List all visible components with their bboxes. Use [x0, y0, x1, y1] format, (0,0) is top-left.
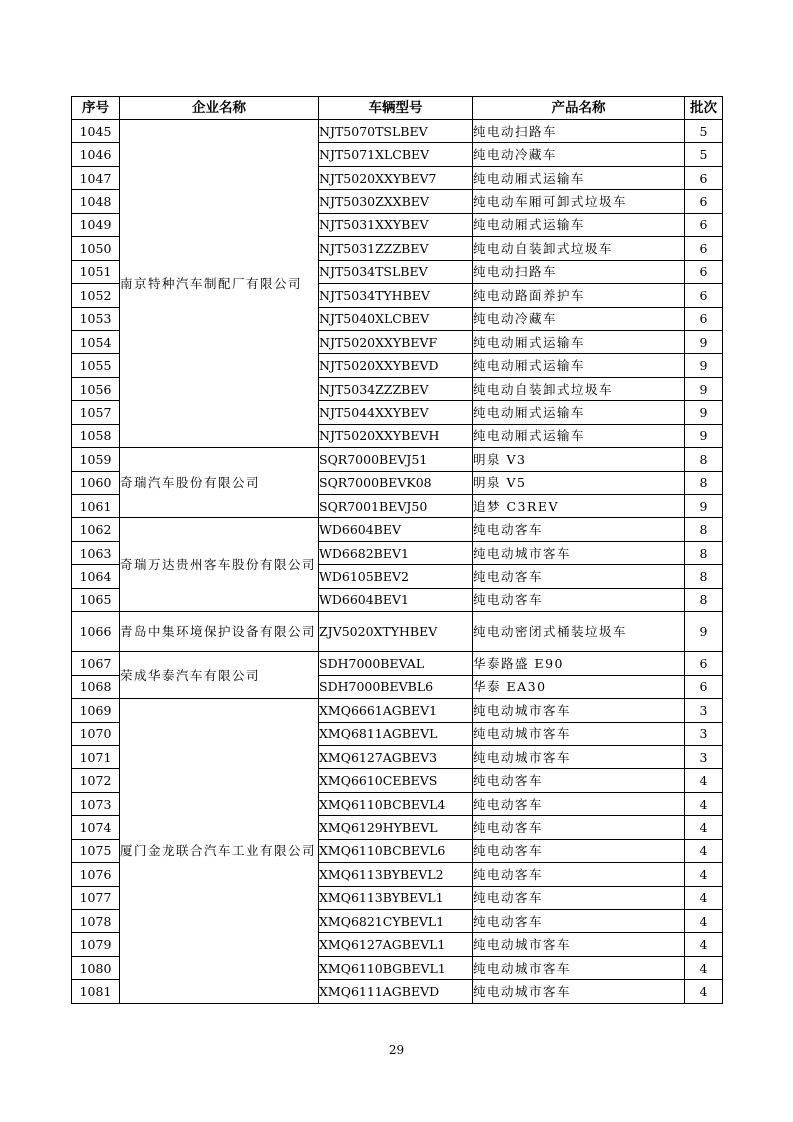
- product-name: 华泰路盛 E90: [473, 652, 685, 675]
- product-name: 纯电动车厢可卸式垃圾车: [473, 190, 685, 213]
- header-batch: 批次: [685, 97, 723, 120]
- header-product: 产品名称: [473, 97, 685, 120]
- vehicle-model: NJT5020XXYBEVD: [319, 354, 473, 377]
- product-name: 纯电动城市客车: [473, 980, 685, 1003]
- product-name: 纯电动城市客车: [473, 541, 685, 564]
- row-index: 1081: [72, 980, 120, 1003]
- row-index: 1051: [72, 260, 120, 283]
- row-index: 1045: [72, 120, 120, 143]
- batch-number: 9: [685, 495, 723, 518]
- product-name: 华泰 EA30: [473, 675, 685, 698]
- batch-number: 9: [685, 377, 723, 400]
- vehicle-model: SQR7001BEVJ50: [319, 495, 473, 518]
- table-row: [72, 448, 723, 471]
- row-index: 1066: [72, 612, 120, 652]
- product-name: 纯电动客车: [473, 910, 685, 933]
- vehicle-model: NJT5020XXYBEVF: [319, 330, 473, 353]
- row-index: 1063: [72, 541, 120, 564]
- batch-number: 4: [685, 980, 723, 1003]
- product-name: 纯电动城市客车: [473, 722, 685, 745]
- product-name: 纯电动厢式运输车: [473, 401, 685, 424]
- product-name: 纯电动客车: [473, 863, 685, 886]
- product-name: 纯电动客车: [473, 565, 685, 588]
- batch-number: 3: [685, 745, 723, 768]
- product-name: 纯电动客车: [473, 518, 685, 541]
- row-index: 1059: [72, 448, 120, 471]
- header-index: 序号: [72, 97, 120, 120]
- batch-number: 9: [685, 330, 723, 353]
- batch-number: 6: [685, 284, 723, 307]
- vehicle-model: NJT5020XXYBEV7: [319, 166, 473, 189]
- vehicle-model: XMQ6821CYBEVL1: [319, 910, 473, 933]
- batch-number: 6: [685, 190, 723, 213]
- company-name: 奇瑞万达贵州客车股份有限公司: [120, 518, 319, 612]
- product-name: 纯电动客车: [473, 816, 685, 839]
- row-index: 1078: [72, 910, 120, 933]
- row-index: 1052: [72, 284, 120, 307]
- batch-number: 4: [685, 839, 723, 862]
- vehicle-model: SDH7000BEVBL6: [319, 675, 473, 698]
- batch-number: 4: [685, 933, 723, 956]
- product-name: 纯电动厢式运输车: [473, 213, 685, 236]
- row-index: 1071: [72, 745, 120, 768]
- batch-number: 6: [685, 166, 723, 189]
- row-index: 1046: [72, 143, 120, 166]
- product-name: 纯电动城市客车: [473, 933, 685, 956]
- batch-number: 4: [685, 792, 723, 815]
- batch-number: 6: [685, 652, 723, 675]
- header-company: 企业名称: [120, 97, 319, 120]
- vehicle-model: WD6604BEV1: [319, 588, 473, 611]
- row-index: 1067: [72, 652, 120, 675]
- product-name: 追梦 C3REV: [473, 495, 685, 518]
- table-header-row: [72, 97, 723, 120]
- company-name: 荣成华泰汽车有限公司: [120, 652, 319, 699]
- vehicle-model: XMQ6127AGBEVL1: [319, 933, 473, 956]
- table-row: [72, 699, 723, 722]
- product-name: 纯电动城市客车: [473, 956, 685, 979]
- row-index: 1062: [72, 518, 120, 541]
- product-name: 纯电动厢式运输车: [473, 166, 685, 189]
- product-name: 纯电动城市客车: [473, 699, 685, 722]
- batch-number: 4: [685, 816, 723, 839]
- vehicle-model: XMQ6110BCBEVL4: [319, 792, 473, 815]
- batch-number: 6: [685, 237, 723, 260]
- row-index: 1069: [72, 699, 120, 722]
- batch-number: 8: [685, 541, 723, 564]
- table-row: [72, 612, 723, 652]
- product-name: 纯电动冷藏车: [473, 307, 685, 330]
- vehicle-model: XMQ6110BGBEVL1: [319, 956, 473, 979]
- product-name: 纯电动自装卸式垃圾车: [473, 377, 685, 400]
- batch-number: 6: [685, 260, 723, 283]
- vehicle-model: NJT5034TYHBEV: [319, 284, 473, 307]
- product-name: 纯电动自装卸式垃圾车: [473, 237, 685, 260]
- vehicle-model: SQR7000BEVJ51: [319, 448, 473, 471]
- vehicle-model: XMQ6129HYBEVL: [319, 816, 473, 839]
- page-number: 29: [388, 1043, 405, 1057]
- product-name: 纯电动扫路车: [473, 260, 685, 283]
- product-name: 纯电动密闭式桶装垃圾车: [473, 612, 685, 652]
- row-index: 1075: [72, 839, 120, 862]
- row-index: 1060: [72, 471, 120, 494]
- vehicle-model: SDH7000BEVAL: [319, 652, 473, 675]
- vehicle-model: WD6682BEV1: [319, 541, 473, 564]
- row-index: 1048: [72, 190, 120, 213]
- product-name: 纯电动厢式运输车: [473, 424, 685, 447]
- product-name: 纯电动客车: [473, 792, 685, 815]
- table-row: [72, 120, 723, 143]
- batch-number: 4: [685, 886, 723, 909]
- vehicle-model: WD6105BEV2: [319, 565, 473, 588]
- product-name: 纯电动客车: [473, 839, 685, 862]
- company-name: 厦门金龙联合汽车工业有限公司: [120, 699, 319, 1004]
- row-index: 1077: [72, 886, 120, 909]
- vehicle-model: NJT5034ZZZBEV: [319, 377, 473, 400]
- company-name: 奇瑞汽车股份有限公司: [120, 448, 319, 518]
- company-name: 南京特种汽车制配厂有限公司: [120, 120, 319, 448]
- row-index: 1047: [72, 166, 120, 189]
- product-name: 纯电动城市客车: [473, 745, 685, 768]
- batch-number: 9: [685, 401, 723, 424]
- batch-number: 8: [685, 518, 723, 541]
- product-name: 纯电动路面养护车: [473, 284, 685, 307]
- product-name: 纯电动客车: [473, 769, 685, 792]
- vehicle-model: NJT5071XLCBEV: [319, 143, 473, 166]
- vehicle-model: XMQ6113BYBEVL1: [319, 886, 473, 909]
- batch-number: 4: [685, 910, 723, 933]
- batch-number: 3: [685, 699, 723, 722]
- vehicle-catalog-table: [71, 96, 723, 1004]
- batch-number: 8: [685, 471, 723, 494]
- row-index: 1076: [72, 863, 120, 886]
- vehicle-model: ZJV5020XTYHBEV: [319, 612, 473, 652]
- batch-number: 8: [685, 448, 723, 471]
- row-index: 1054: [72, 330, 120, 353]
- batch-number: 9: [685, 612, 723, 652]
- vehicle-model: XMQ6111AGBEVD: [319, 980, 473, 1003]
- batch-number: 5: [685, 143, 723, 166]
- vehicle-model: XMQ6661AGBEV1: [319, 699, 473, 722]
- vehicle-model: NJT5020XXYBEVH: [319, 424, 473, 447]
- vehicle-model: XMQ6110BCBEVL6: [319, 839, 473, 862]
- batch-number: 9: [685, 354, 723, 377]
- row-index: 1061: [72, 495, 120, 518]
- row-index: 1070: [72, 722, 120, 745]
- product-name: 纯电动客车: [473, 588, 685, 611]
- product-name: 纯电动厢式运输车: [473, 354, 685, 377]
- row-index: 1072: [72, 769, 120, 792]
- vehicle-model: XMQ6811AGBEVL: [319, 722, 473, 745]
- vehicle-model: NJT5070TSLBEV: [319, 120, 473, 143]
- vehicle-model: WD6604BEV: [319, 518, 473, 541]
- vehicle-model: XMQ6113BYBEVL2: [319, 863, 473, 886]
- batch-number: 6: [685, 307, 723, 330]
- table-body: [72, 120, 723, 1004]
- product-name: 明泉 V3: [473, 448, 685, 471]
- row-index: 1058: [72, 424, 120, 447]
- product-name: 纯电动冷藏车: [473, 143, 685, 166]
- header-model: 车辆型号: [319, 97, 473, 120]
- batch-number: 5: [685, 120, 723, 143]
- row-index: 1065: [72, 588, 120, 611]
- batch-number: 4: [685, 956, 723, 979]
- batch-number: 4: [685, 769, 723, 792]
- vehicle-model: XMQ6610CEBEVS: [319, 769, 473, 792]
- batch-number: 4: [685, 863, 723, 886]
- batch-number: 9: [685, 424, 723, 447]
- vehicle-model: NJT5034TSLBEV: [319, 260, 473, 283]
- batch-number: 3: [685, 722, 723, 745]
- vehicle-model: NJT5031ZZZBEV: [319, 237, 473, 260]
- vehicle-model: SQR7000BEVK08: [319, 471, 473, 494]
- product-name: 明泉 V5: [473, 471, 685, 494]
- vehicle-model: XMQ6127AGBEV3: [319, 745, 473, 768]
- row-index: 1064: [72, 565, 120, 588]
- row-index: 1080: [72, 956, 120, 979]
- row-index: 1079: [72, 933, 120, 956]
- product-name: 纯电动厢式运输车: [473, 330, 685, 353]
- vehicle-model: NJT5030ZXXBEV: [319, 190, 473, 213]
- table-row: [72, 518, 723, 541]
- batch-number: 8: [685, 565, 723, 588]
- row-index: 1056: [72, 377, 120, 400]
- batch-number: 6: [685, 675, 723, 698]
- product-name: 纯电动扫路车: [473, 120, 685, 143]
- batch-number: 8: [685, 588, 723, 611]
- row-index: 1068: [72, 675, 120, 698]
- company-name: 青岛中集环境保护设备有限公司: [120, 612, 319, 652]
- row-index: 1050: [72, 237, 120, 260]
- row-index: 1053: [72, 307, 120, 330]
- row-index: 1049: [72, 213, 120, 236]
- row-index: 1057: [72, 401, 120, 424]
- row-index: 1074: [72, 816, 120, 839]
- product-name: 纯电动客车: [473, 886, 685, 909]
- row-index: 1055: [72, 354, 120, 377]
- table-row: [72, 652, 723, 675]
- row-index: 1073: [72, 792, 120, 815]
- vehicle-model: NJT5031XXYBEV: [319, 213, 473, 236]
- vehicle-model: NJT5040XLCBEV: [319, 307, 473, 330]
- vehicle-model: NJT5044XXYBEV: [319, 401, 473, 424]
- batch-number: 6: [685, 213, 723, 236]
